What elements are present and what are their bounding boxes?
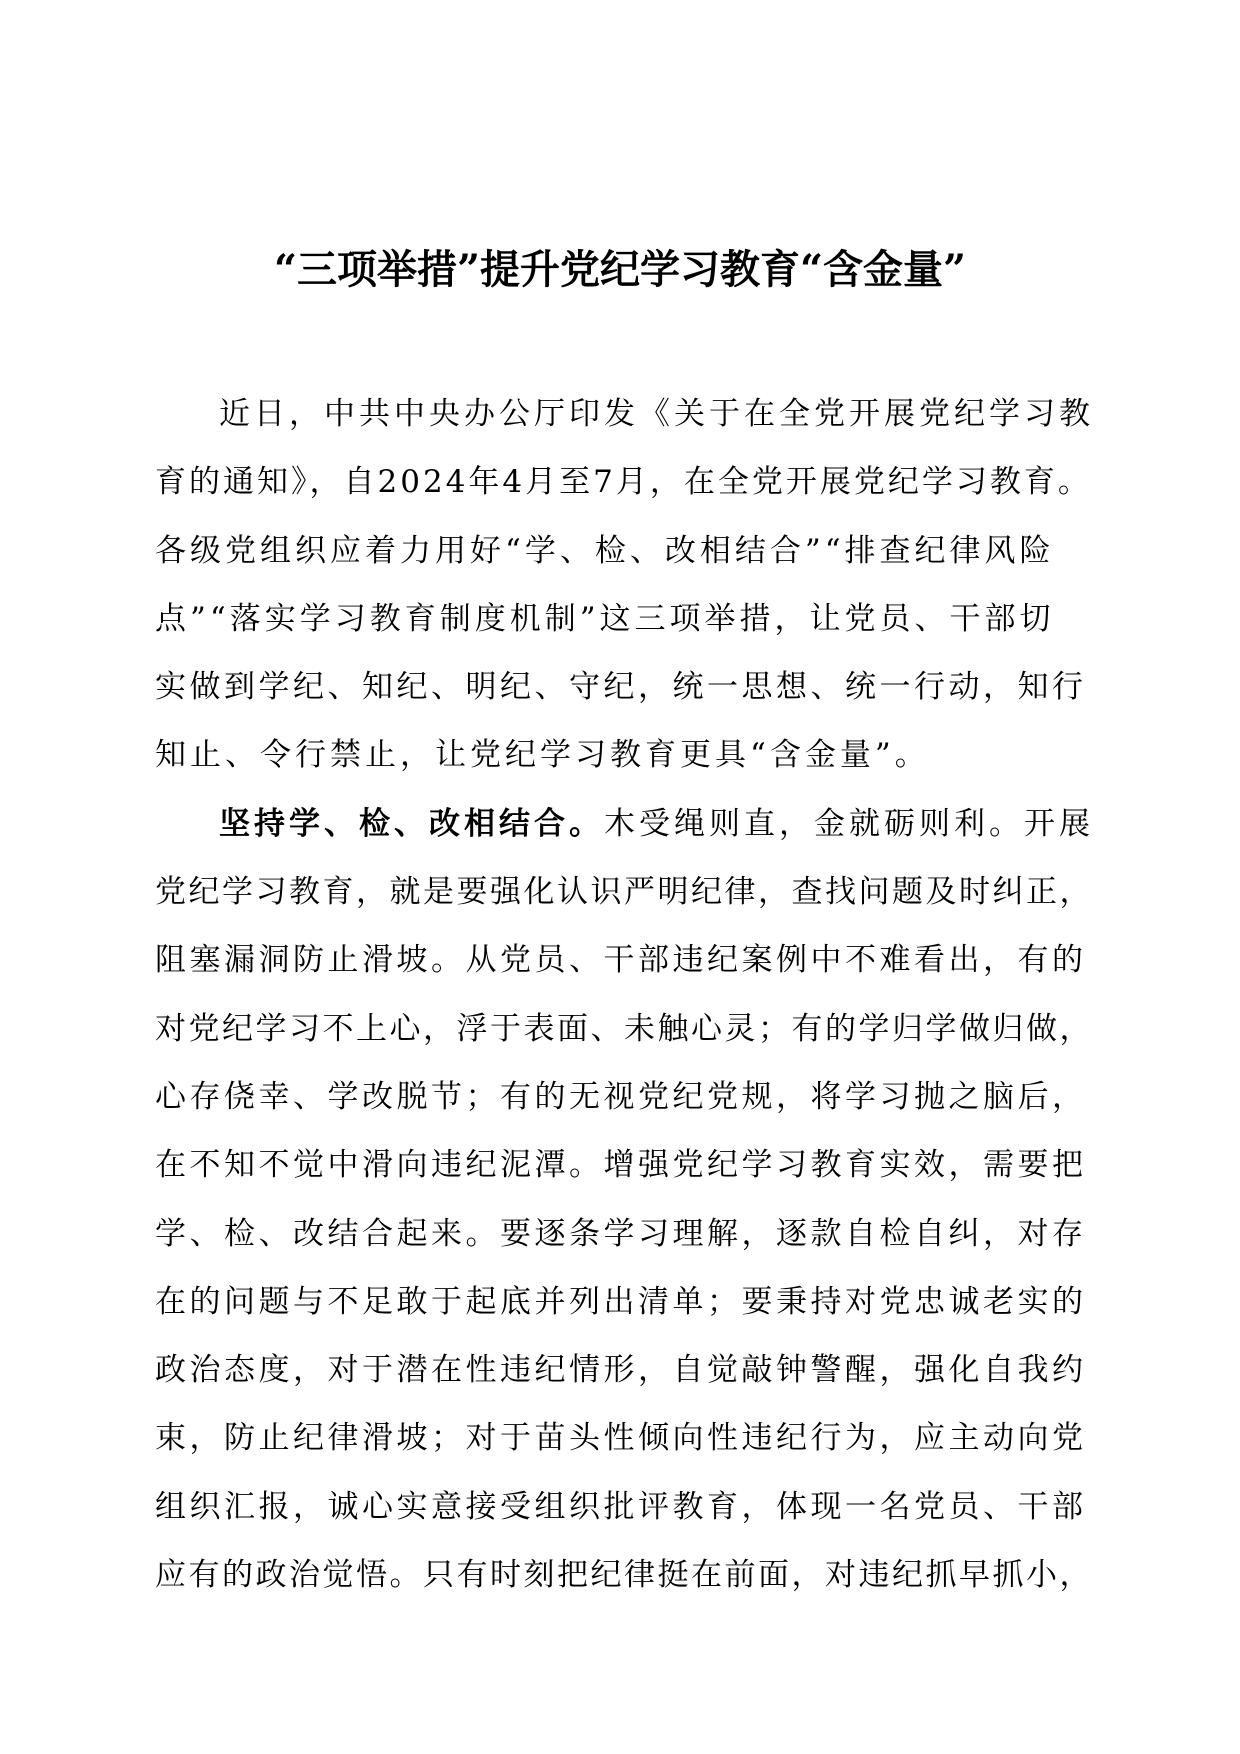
- paragraph-2-line: 对党纪学习不上心，浮于表面、未触心灵；有的学归学做归做，: [155, 1010, 1093, 1047]
- paragraph-1-line: 知止、令行禁止，让党纪学习教育更具“含金量”。: [155, 737, 930, 774]
- paragraph-1-line: 各级党组织应着力用好“学、检、改相结合”“排查纪律风险: [155, 532, 1055, 569]
- paragraph-2-line: 应有的政治觉悟。只有时刻把纪律挺在前面，对违纪抓早抓小，: [155, 1557, 1093, 1594]
- document-title: “三项举措”提升党纪学习教育“含金量”: [273, 246, 967, 293]
- paragraph-2-line: 在的问题与不足敢于起底并列出清单；要秉持对党忠诚老实的: [155, 1283, 1087, 1320]
- paragraph-1-line: 育的通知》，自2024年4月至7月，在全党开展党纪学习教育。: [155, 464, 1092, 501]
- paragraph-2-line: 束，防止纪律滑坡；对于苗头性倾向性违纪行为，应主动向党: [155, 1420, 1087, 1457]
- paragraph-2-line: 心存侥幸、学改脱节；有的无视党纪党规，将学习抛之脑后，: [155, 1078, 1087, 1115]
- paragraph-2-line: 在不知不觉中滑向违纪泥潭。增强党纪学习教育实效，需要把: [155, 1147, 1087, 1184]
- document-body: [155, 380, 1095, 1609]
- paragraph-2-line: 阻塞漏洞防止滑坡。从党员、干部违纪案例中不难看出，有的: [155, 942, 1087, 979]
- paragraph-1-line: 实做到学纪、知纪、明纪、守纪，统一思想、统一行动，知行: [155, 669, 1087, 706]
- paragraph-2-line: 组织汇报，诚心实意接受组织批评教育，体现一名党员、干部: [155, 1488, 1087, 1525]
- paragraph-2-first-line-text: 木受绳则直，金就砺则利。开展: [604, 805, 1094, 842]
- paragraph-2-line: 党纪学习教育，就是要强化认识严明纪律，查找问题及时纠正，: [155, 874, 1093, 911]
- paragraph-1-line: 点”“落实学习教育制度机制”这三项举措，让党员、干部切: [155, 600, 1055, 637]
- paragraph-2-line: 学、检、改结合起来。要逐条学习理解，逐款自检自纠，对存: [155, 1215, 1087, 1252]
- paragraph-2-first-line: [155, 790, 1095, 858]
- paragraph-1-line: 近日，中共中央办公厅印发《关于在全党开展党纪学习教: [219, 396, 1094, 432]
- paragraph-2-line: 政治态度，对于潜在性违纪情形，自觉敲钟警醒，强化自我约: [155, 1352, 1087, 1389]
- paragraph-2-heading: 坚持学、检、改相结合。: [219, 805, 604, 842]
